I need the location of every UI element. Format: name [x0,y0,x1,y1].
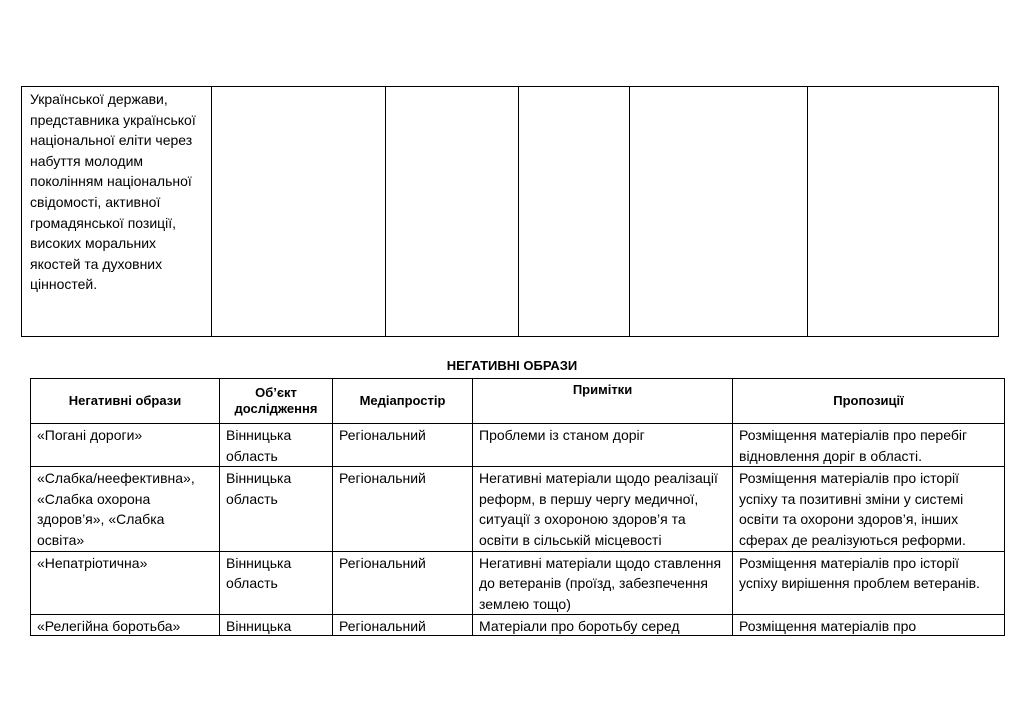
cell-media-wrap [333,615,473,636]
empty-cell [808,87,999,337]
cell-media: Регіональний [333,467,473,551]
cell-proposals: Розміщення матеріалів про [739,618,917,635]
header-row [31,379,1005,424]
empty-cell [630,87,808,337]
cell-object: Вінницька область [220,424,333,467]
cell-notes: Негативні матеріали щодо ставлення до ветеранів (проїзд, забезпечення землею тощо) [473,551,733,615]
cell-object: Вінницька [226,618,292,635]
cell-object: Вінницька область [220,551,333,615]
col-header-image: Негативні образи [31,379,220,424]
col-header-notes: Примітки [473,379,733,424]
cell-notes: Негативні матеріали щодо реалізації реформ, в першу чергу медичної, ситуації з охороною здоров’я та освіти в сільській місцевості [473,467,733,551]
cell-image: «Слабка/неефективна», «Слабка охорона здоров’я», «Слабка освіта» [31,467,220,551]
col-header-object: Об’єкт дослідження [220,379,333,424]
cell-object-wrap [220,615,333,636]
empty-cell [386,87,519,337]
empty-cell [212,87,386,337]
cell-proposals: Розміщення матеріалів про перебіг відновлення доріг в області. [733,424,1005,467]
cell-media: Регіональний [333,424,473,467]
cell-image: «Релегійна боротьба» [37,618,181,635]
continuation-table [21,86,999,337]
empty-cell [519,87,630,337]
table-row [22,87,999,337]
cell-proposals: Розміщення матеріалів про історії успіху та позитивні зміни у системі освіти та охорони здоров’я, інших сферах де реалізуються реформи. [733,467,1005,551]
cell-notes: Матеріали про боротьбу серед [479,618,680,635]
cell-proposals: Розміщення матеріалів про історії успіху вирішення проблем ветеранів. [733,551,1005,615]
cell-image: «Погані дороги» [31,424,220,467]
cell-image: «Непатріотична» [31,551,220,615]
col-header-proposals: Пропозиції [733,379,1005,424]
table-row [31,615,1005,636]
table-row [31,551,1005,615]
cell-proposals-wrap [733,615,1005,636]
cell-media: Регіональний [333,551,473,615]
negative-images-table [30,378,1005,636]
cell-notes-wrap [473,615,733,636]
cell-image-wrap [31,615,220,636]
table-row [31,467,1005,551]
table-row [31,424,1005,467]
col-header-media: Медіапростір [333,379,473,424]
section-heading: НЕГАТИВНІ ОБРАЗИ [446,358,578,373]
cell-media: Регіональний [339,618,426,635]
cell-notes: Проблеми із станом доріг [473,424,733,467]
continuation-text-cell: Української держави, представника української національної еліти через набуття молодим поколінням національної свідомості, активної громадянської позиції, високих моральних якостей та духовних цінностей. [22,87,212,337]
cell-object: Вінницька область [220,467,333,551]
